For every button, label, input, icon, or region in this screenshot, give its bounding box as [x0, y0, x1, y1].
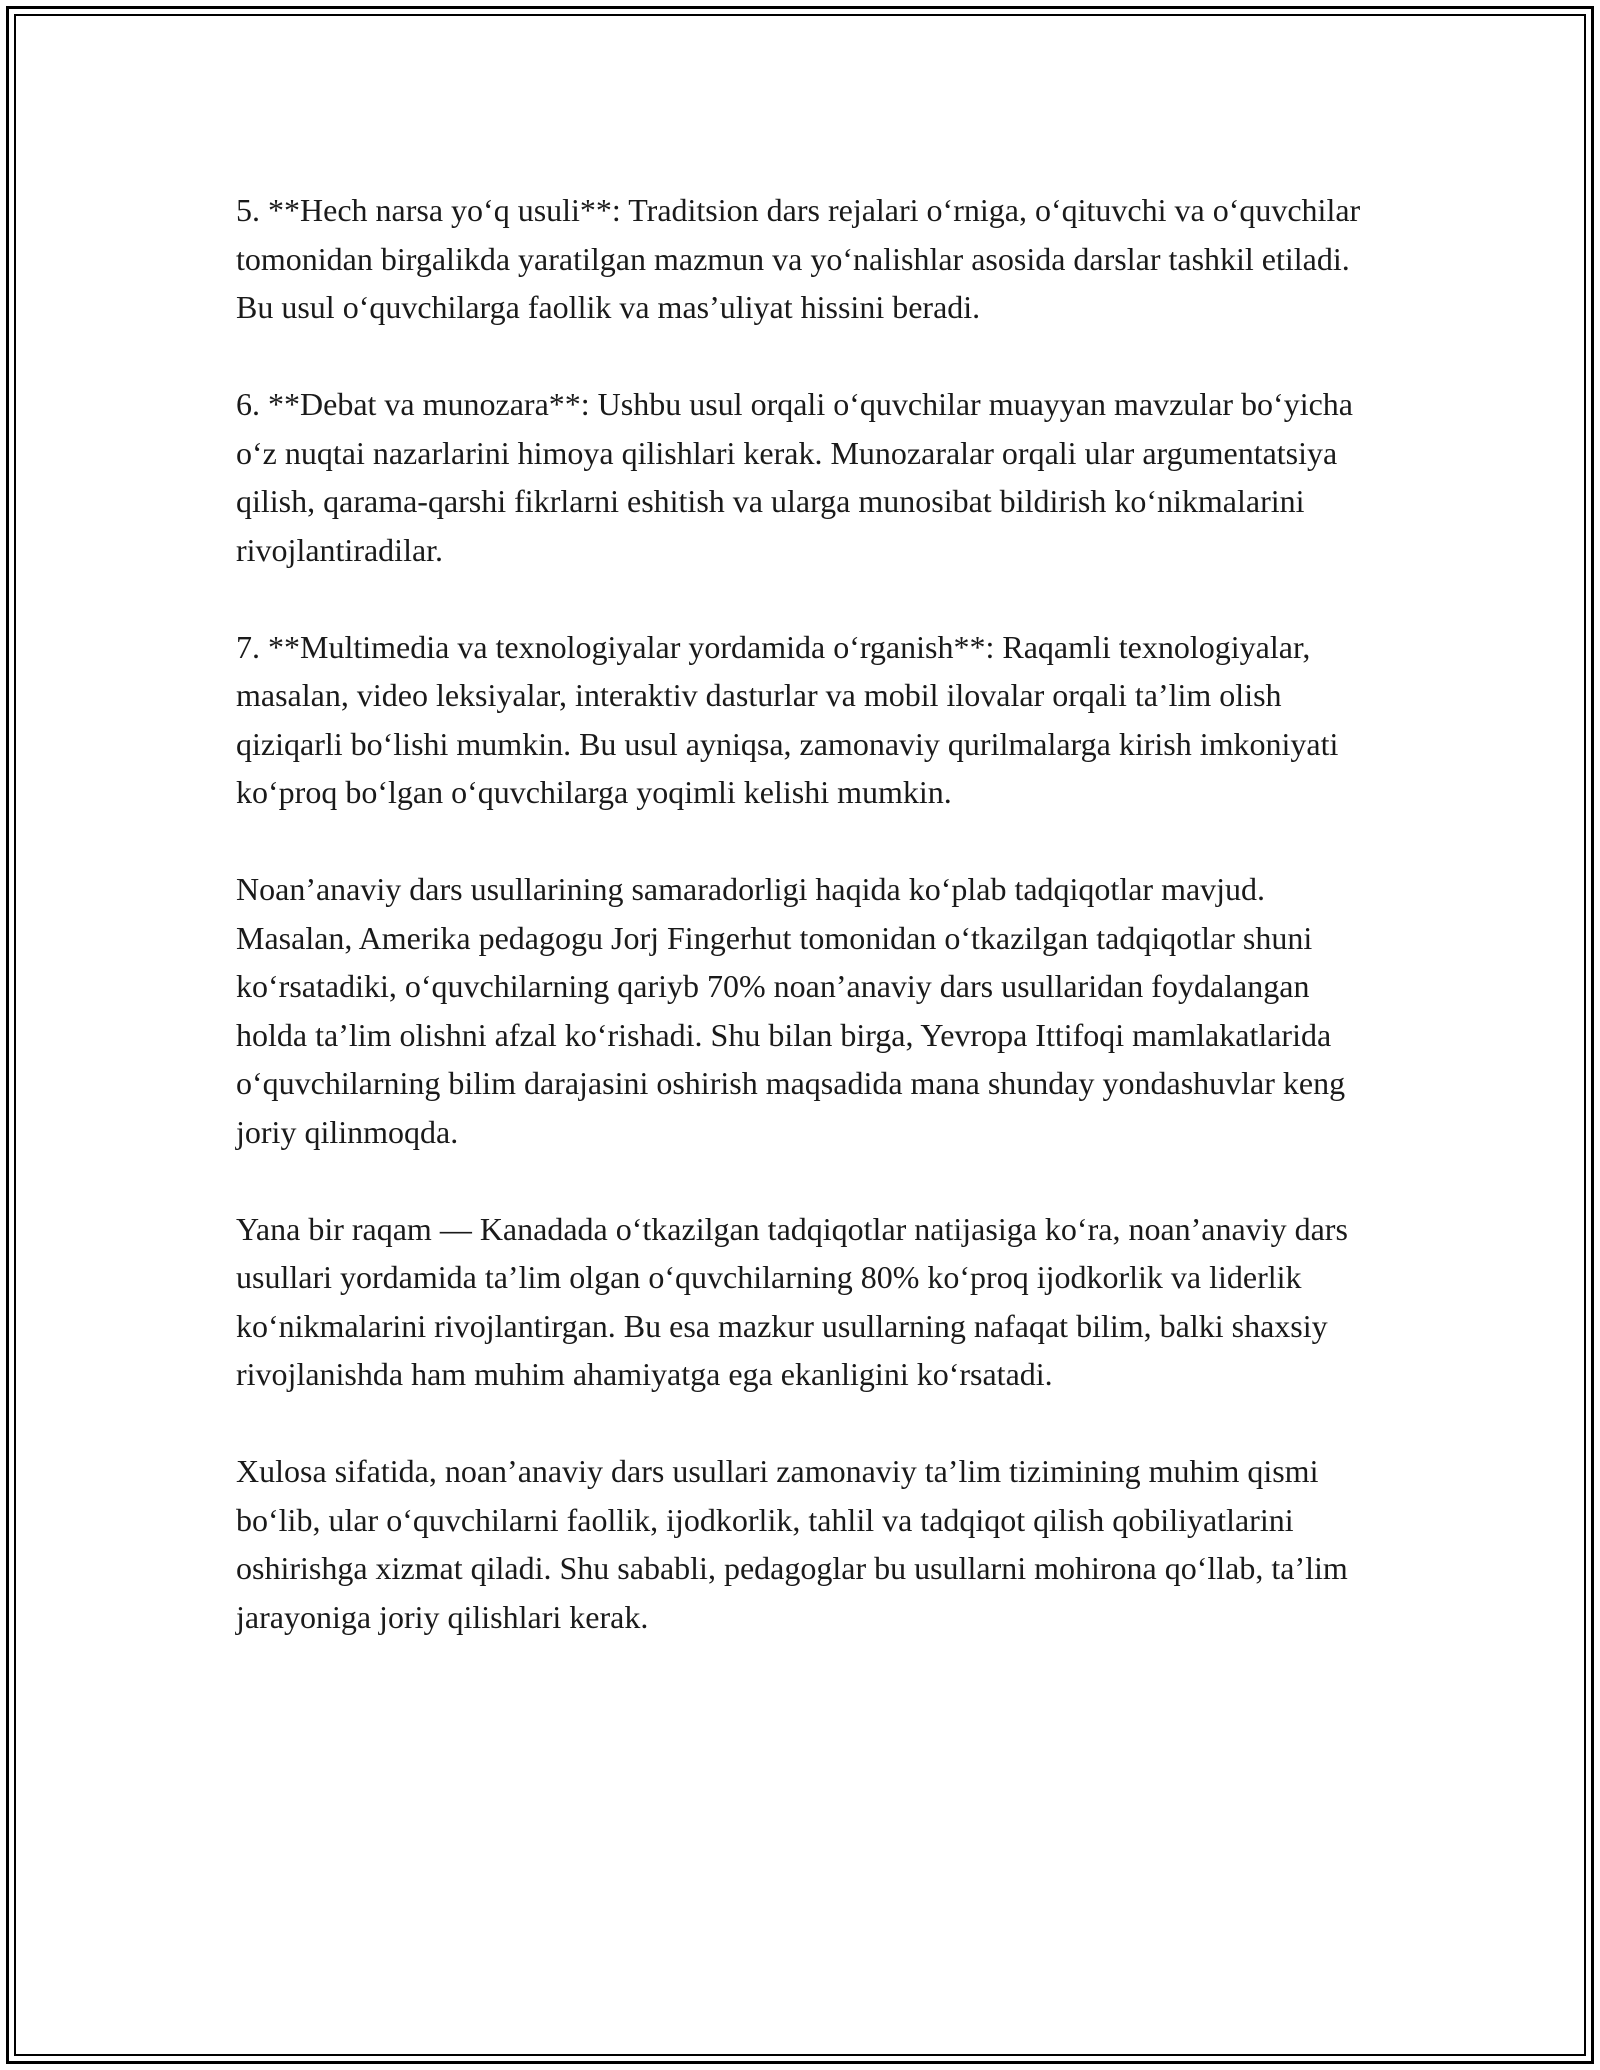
paragraph-research: Noan’anaviy dars usullarining samaradorligi haqida ko‘plab tadqiqotlar mavjud. Masalan, Amerika pedagogu Jorj Fingerhut tomonidan o‘tkazilgan tadqiqotlar shuni ko‘rsatadiki, o‘quvchilarning qariyb 70% noan’anaviy dars usullaridan foydalangan holda ta’lim olishni afzal ko‘rishadi. Shu bilan birga, Yevropa Ittifoqi mamlakatlarida o‘quvchilarning bilim darajasini oshirish maqsadida mana shunday yondashuvlar keng joriy qilinmoqda. [236, 871, 1346, 1150]
paragraph-method-5: 5. **Hech narsa yo‘q usuli**: Traditsion dars rejalari o‘rniga, o‘qituvchi va o‘quvchilar tomonidan birgalikda yaratilgan mazmun va yo‘nalishlar asosida darslar tashkil etiladi. Bu usul o‘quvchilarga faollik va mas’uliyat hissini beradi. [236, 192, 1361, 325]
document-body [236, 186, 1386, 1690]
paragraph-method-7: 7. **Multimedia va texnologiyalar yordamida o‘rganish**: Raqamli texnologiyalar, masalan, video leksiyalar, interaktiv dasturlar va mobil ilovalar orqali ta’lim olish qiziqarli bo‘lishi mumkin. Bu usul ayniqsa, zamonaviy qurilmalarga kirish imkoniyati ko‘proq bo‘lgan o‘quvchilarga yoqimli kelishi mumkin. [236, 628, 1339, 810]
paragraph-conclusion: Xulosa sifatida, noan’anaviy dars usullari zamonaviy ta’lim tizimining muhim qismi bo‘lib, ular o‘quvchilarni faollik, ijodkorlik, tahlil va tadqiqot qilish qobiliyatlarini oshirishga xizmat qiladi. Shu sababli, pedagoglar bu usullarni mohirona qo‘llab, ta’lim jarayoniga joriy qilishlari kerak. [236, 1453, 1348, 1635]
paragraph-method-6: 6. **Debat va munozara**: Ushbu usul orqali o‘quvchilar muayyan mavzular bo‘yicha o‘z nuqtai nazarlarini himoya qilishlari kerak. Munozaralar orqali ular argumentatsiya qilish, qarama-qarshi fikrlarni eshitish va ularga munosibat bildirish ko‘nikmalarini rivojlantiradilar. [236, 386, 1353, 568]
paragraph-canada-statistic: Yana bir raqam — Kanadada o‘tkazilgan tadqiqotlar natijasiga ko‘ra, noan’anaviy dars usullari yordamida ta’lim olgan o‘quvchilarning 80% ko‘proq ijodkorlik va liderlik ko‘nikmalarini rivojlantirgan. Bu esa mazkur usullarning nafaqat bilim, balki shaxsiy rivojlanishda ham muhim ahamiyatga ega ekanligini ko‘rsatadi. [236, 1210, 1348, 1392]
